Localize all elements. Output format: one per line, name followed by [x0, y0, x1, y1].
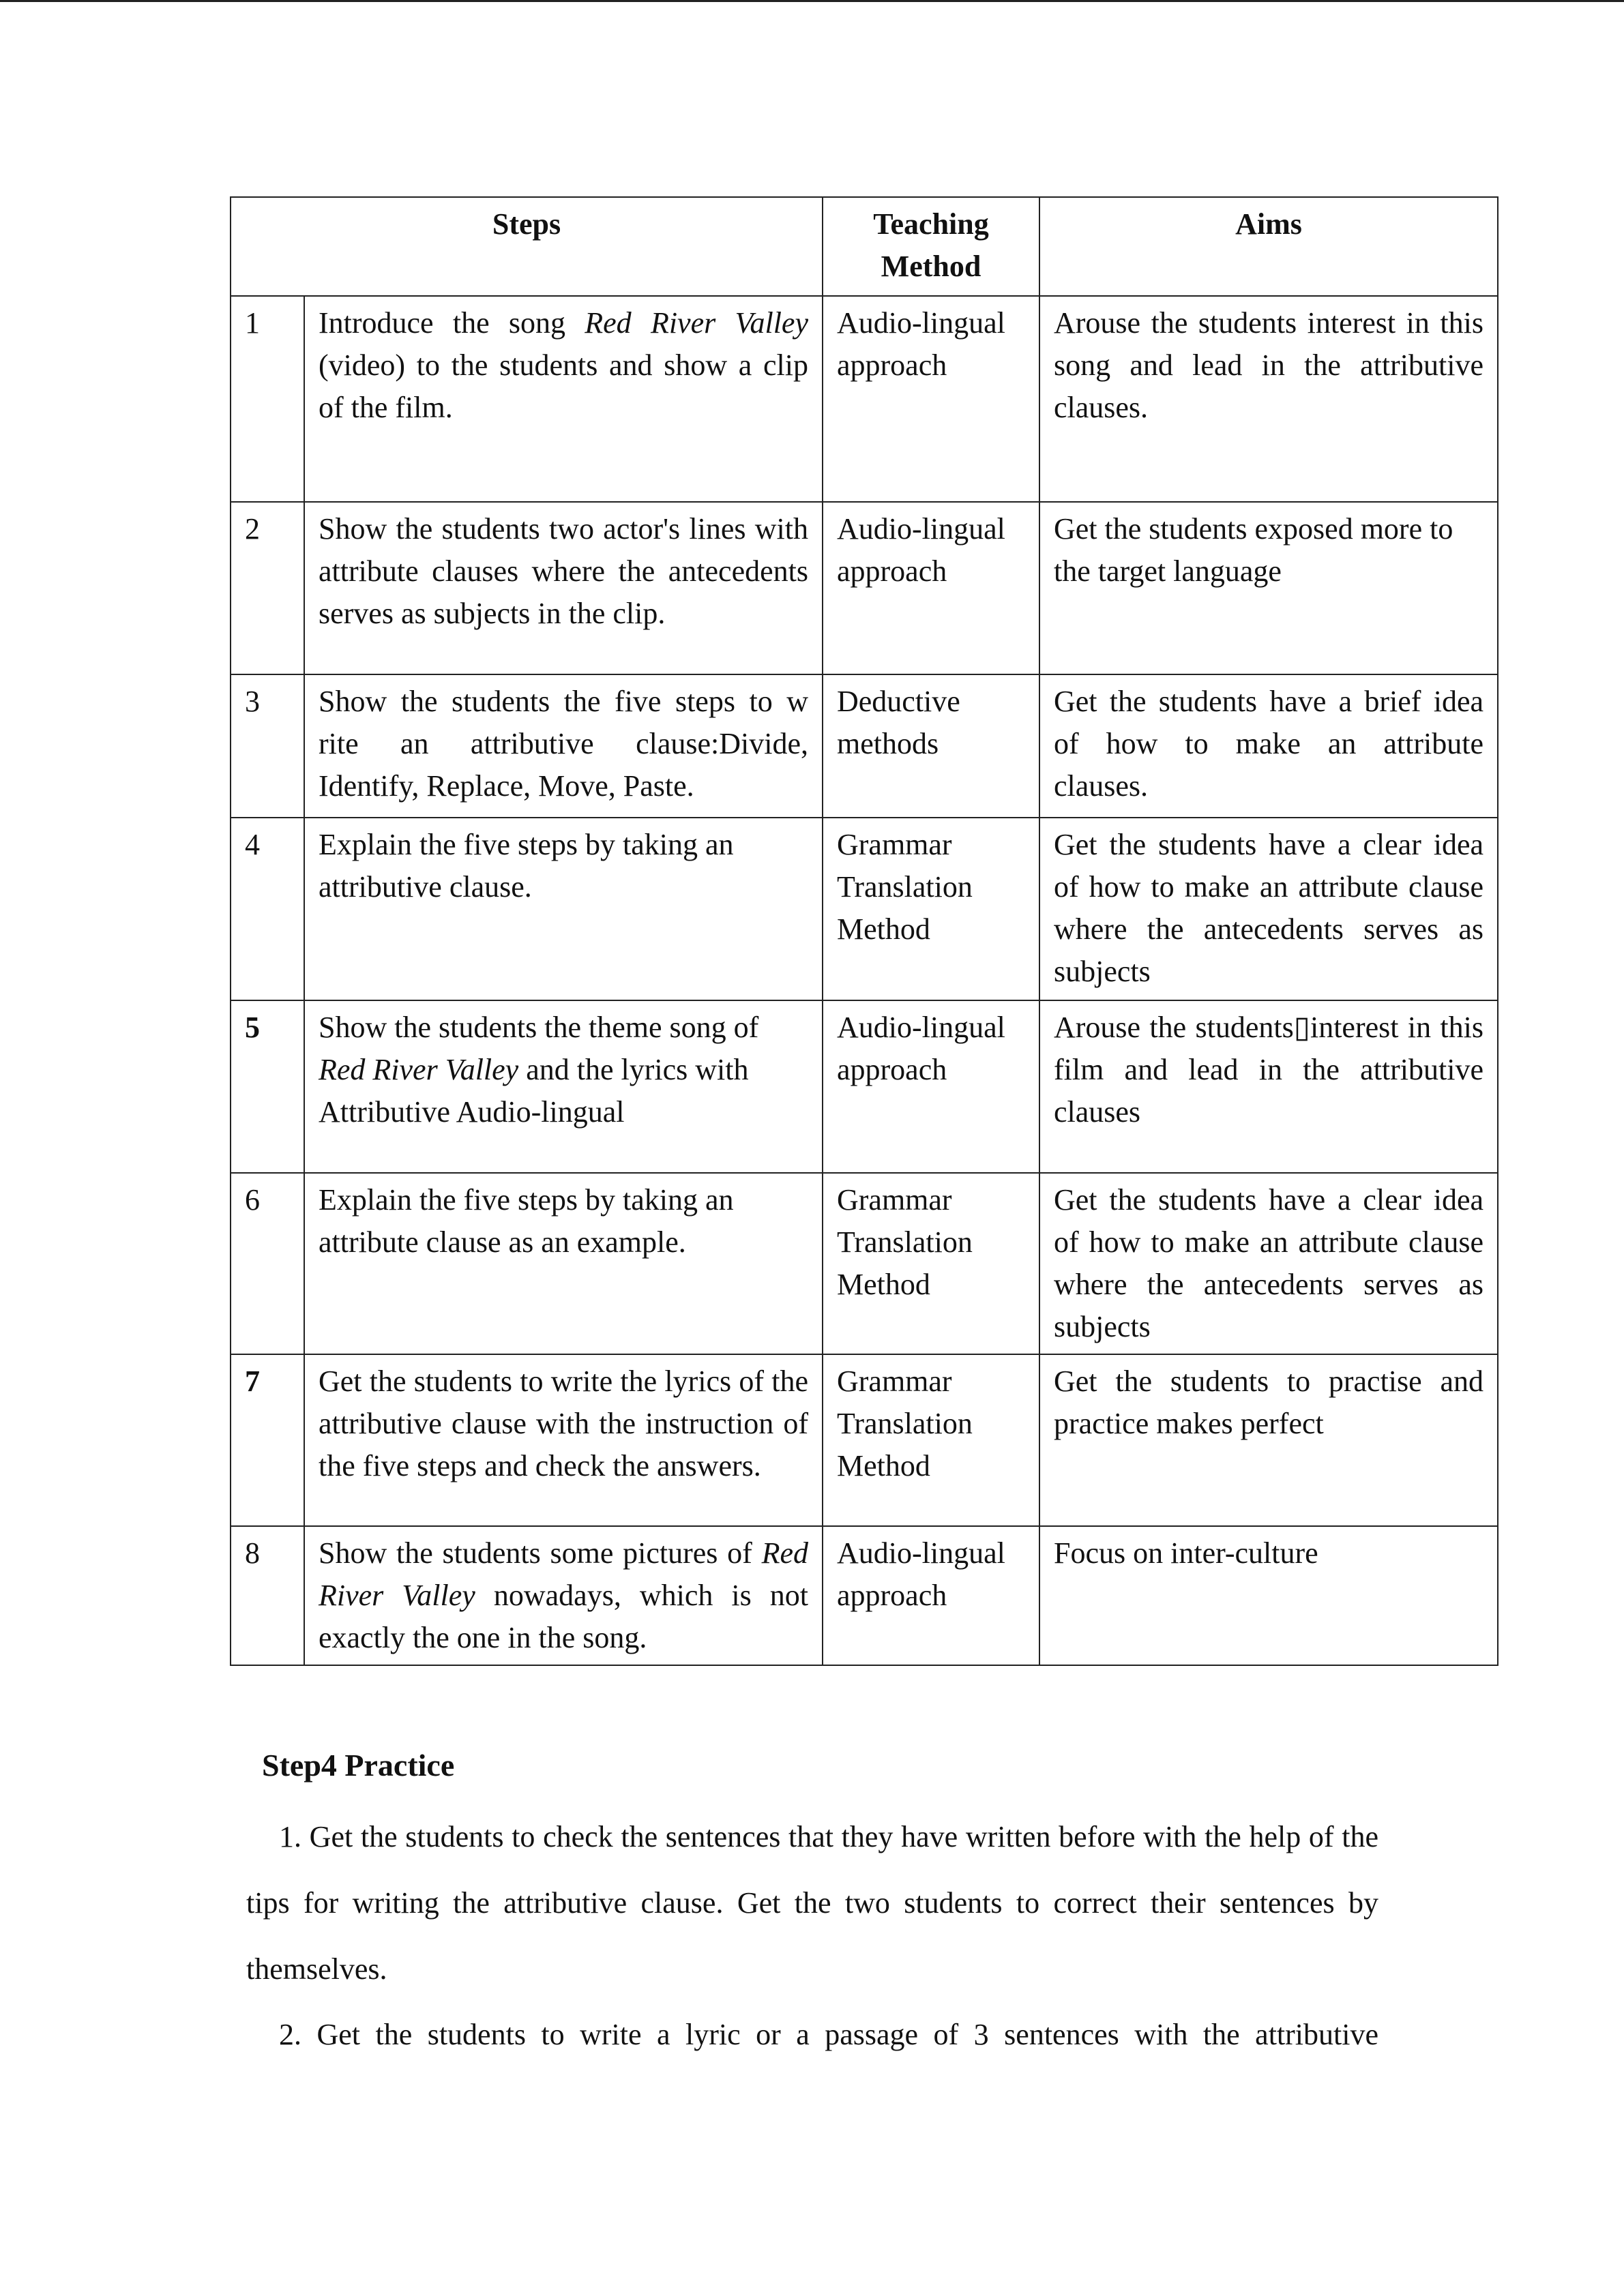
- header-steps: Steps: [231, 197, 823, 296]
- header-aims: Aims: [1039, 197, 1498, 296]
- row-number: 3: [231, 674, 304, 818]
- row-number: 7: [231, 1354, 304, 1526]
- row-method: Audio-lingual approach: [823, 1000, 1039, 1173]
- row-aims: Get the students have a clear idea of how to make an attribute clause where the antecedents serves as subjects: [1039, 1173, 1498, 1354]
- row-method: Grammar Translation Method: [823, 1173, 1039, 1354]
- practice-item-2: 2. Get the students to write a lyric or a passage of 3 sentences with the attributive: [279, 2018, 1378, 2051]
- row-number: 2: [231, 502, 304, 674]
- row-aims: Arouse the students▯interest in this film and lead in the attributive clauses: [1039, 1000, 1498, 1173]
- row-steps: Introduce the song Red River Valley (video) to the students and show a clip of the film.: [304, 296, 823, 502]
- row-method: Audio-lingual approach: [823, 1526, 1039, 1665]
- table-row: [231, 1173, 1498, 1354]
- row-number: 1: [231, 296, 304, 502]
- table-row: [231, 502, 1498, 674]
- row-steps: Explain the five steps by taking an attributive clause.: [304, 818, 823, 1000]
- row-number: 8: [231, 1526, 304, 1665]
- top-border-line: [0, 0, 1624, 2]
- row-method: Grammar Translation Method: [823, 818, 1039, 1000]
- table-row: [231, 1000, 1498, 1173]
- row-aims: Get the students have a brief idea of how to make an attribute clauses.: [1039, 674, 1498, 818]
- header-teaching-method: Teaching Method: [823, 197, 1039, 296]
- row-aims: Focus on inter-culture: [1039, 1526, 1498, 1665]
- table-header-row: [231, 197, 1498, 296]
- row-aims: Arouse the students interest in this song and lead in the attributive clauses.: [1039, 296, 1498, 502]
- row-number: 4: [231, 818, 304, 1000]
- row-aims: Get the students to practise and practice makes perfect: [1039, 1354, 1498, 1526]
- row-steps: Show the students the theme song of Red River Valley and the lyrics with Attributive Audio-lingual: [304, 1000, 823, 1173]
- row-steps: Show the students two actor's lines with attribute clauses where the antecedents serves as subjects in the clip.: [304, 502, 823, 674]
- row-method: Deductive methods: [823, 674, 1039, 818]
- row-aims: Get the students have a clear idea of how to make an attribute clause where the antecedents serves as subjects: [1039, 818, 1498, 1000]
- row-steps: Show the students some pictures of Red River Valley nowadays, which is not exactly the one in the song.: [304, 1526, 823, 1665]
- row-steps: Get the students to write the lyrics of the attributive clause with the instruction of the five steps and check the answers.: [304, 1354, 823, 1526]
- table-row: [231, 1526, 1498, 1665]
- table-row: [231, 674, 1498, 818]
- table-row: [231, 818, 1498, 1000]
- table-row: [231, 1354, 1498, 1526]
- row-method: Grammar Translation Method: [823, 1354, 1039, 1526]
- row-steps: Show the students the five steps to w rite an attributive clause:Divide, Identify, Replace, Move, Paste.: [304, 674, 823, 818]
- practice-heading: Step4 Practice: [262, 1748, 455, 1783]
- row-number: 6: [231, 1173, 304, 1354]
- row-steps: Explain the five steps by taking an attribute clause as an example.: [304, 1173, 823, 1354]
- table-row: [231, 296, 1498, 502]
- practice-item-1: 1. Get the students to check the sentences that they have written before with the help of the tips for writing the attributive clause. Get the two students to correct their sentences by themselves.: [246, 1820, 1378, 1986]
- teaching-steps-table: [230, 196, 1498, 1666]
- row-number: 5: [231, 1000, 304, 1173]
- row-aims: Get the students exposed more to the target language: [1039, 502, 1498, 674]
- row-method: Audio-lingual approach: [823, 502, 1039, 674]
- row-method: Audio-lingual approach: [823, 296, 1039, 502]
